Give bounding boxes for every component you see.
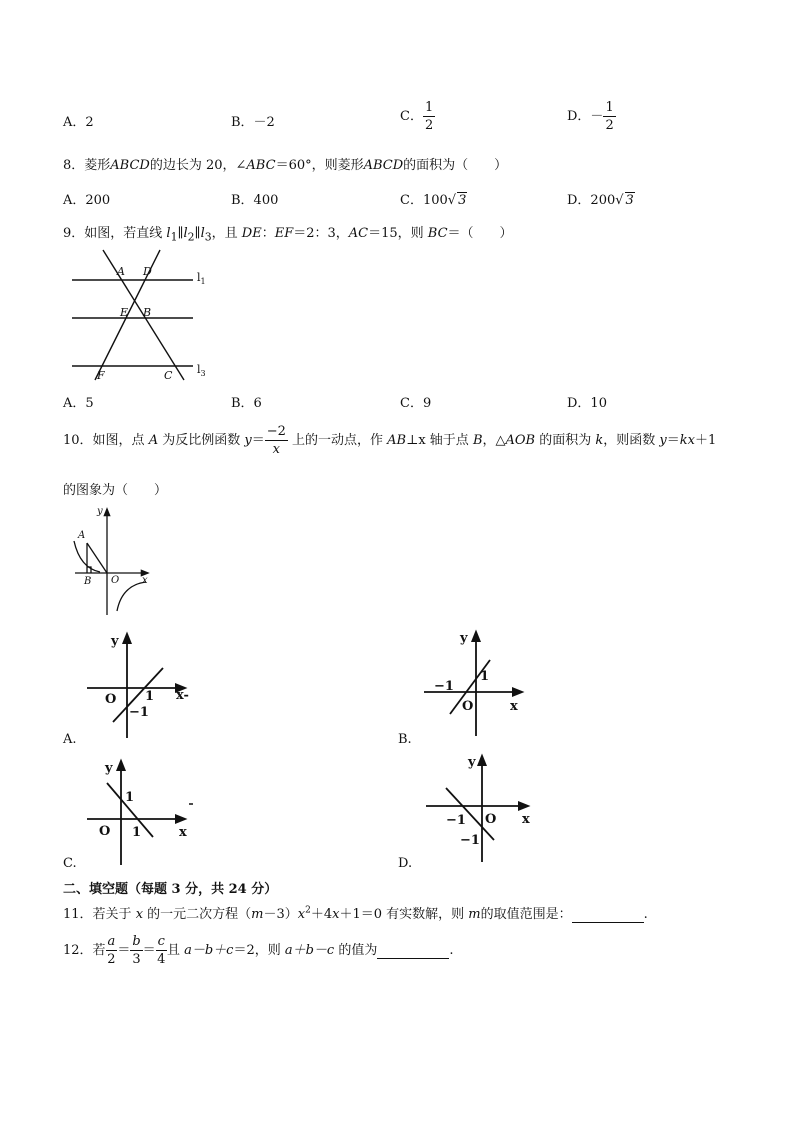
opt-c-o-label: O <box>99 824 111 839</box>
opt-b-y-label: y <box>460 631 468 646</box>
opt-c-one-y-label: 1 <box>125 790 135 805</box>
opt-d-neg1-label: −1 <box>446 813 466 828</box>
opt-a-o-label: O <box>105 692 117 707</box>
q10-stem-line1: 10．如图，点 A 为反比例函数 y＝ $\frac{-2}{x}$ 上的一动点，作 AB⊥x 轴于点 B，△AOB 的面积为 k，则函数 y＝kx＋1 <box>63 424 717 457</box>
point-e-label: E <box>120 306 129 319</box>
q10-stem-line2: 的图象为（ ） <box>63 483 168 498</box>
q8-option-a: A．200 <box>63 193 111 208</box>
q8-stem: 8．菱形ABCD的边长为 20，∠ABC＝60°，则菱形ABCD的面积为（ ） <box>63 158 508 173</box>
opt-d-o-label: O <box>485 812 497 827</box>
section2-title: 二、填空题（每题 3 分，共 24 分） <box>63 882 278 897</box>
q9-option-b: B．6 <box>231 396 262 411</box>
point-c-label: C <box>164 369 173 382</box>
q9-stem: 9．如图，若直线 $l_1\parallel l_2\parallel l_3$，且 DE：EF＝2：3，AC＝15，则 BC＝（ ） <box>63 226 513 244</box>
q9-option-a: A．5 <box>63 396 94 411</box>
q12-stem: 12．若 $\frac{a}{2}$ ＝ $\frac{b}{3}$ ＝ $\frac{c}{4}$ 且 a－b＋c＝2，则 a＋b－c 的值为 . <box>63 934 454 967</box>
opt-c-x-label: x <box>179 825 187 840</box>
opt-d-neg1y-label: −1 <box>460 833 480 848</box>
opt-d-y-label: y <box>468 755 476 770</box>
q9-option-d: D．10 <box>567 396 607 411</box>
point-d-label: D <box>143 265 152 278</box>
q8-option-c: C．100√ 3 <box>400 193 467 208</box>
l1-label: $l_1$ <box>197 271 206 286</box>
q10-option-b-label: B. <box>398 732 412 747</box>
q10-option-d-label: D. <box>398 856 413 871</box>
q10-option-a-label: A. <box>63 732 77 747</box>
q12-answer-blank[interactable] <box>377 943 449 959</box>
opt-a-one-label: 1 <box>145 689 155 704</box>
q9-parallel-lines-figure <box>60 245 220 385</box>
q10-option-a-graph <box>85 630 200 740</box>
point-f-label: F <box>97 369 105 382</box>
q10-option-d-graph <box>422 752 537 867</box>
opt-b-o-label: O <box>462 699 474 714</box>
q7-option-d: D．－ $\frac{1}{2}$ <box>567 100 614 133</box>
point-b-label: B <box>143 306 152 319</box>
opt-a-neg1-label: −1 <box>129 705 149 720</box>
fig-y-label: y <box>97 506 103 517</box>
point-a-label: A <box>117 265 125 278</box>
fig-x-label: x <box>142 575 148 586</box>
l3-label: $l_3$ <box>197 363 206 378</box>
opt-c-y-label: y <box>105 761 113 776</box>
q10-option-b-graph <box>422 628 532 738</box>
q7-option-b: B．－2 <box>231 115 275 130</box>
q9-option-c: C．9 <box>400 396 432 411</box>
q10-option-c-label: C. <box>63 856 77 871</box>
fig-o-label: O <box>111 575 120 586</box>
opt-c-one-x-label: 1 <box>132 825 142 840</box>
opt-d-x-label: x <box>522 812 530 827</box>
q7-option-a: A．2 <box>63 115 94 130</box>
q8-option-d: D．200√ 3 <box>567 193 634 208</box>
q11-stem: 11．若关于 x 的一元二次方程$(m-3)x^2+4x+1=0$ 有实数解，则 m的取值范围是： . <box>63 905 648 922</box>
q11-answer-blank[interactable] <box>572 907 644 923</box>
opt-a-x-label: x- <box>176 688 189 703</box>
q10-option-c-graph <box>85 757 200 867</box>
opt-b-x-label: x <box>510 699 518 714</box>
fig-a-label: A <box>78 530 86 541</box>
fig-b-label: B <box>84 576 92 587</box>
q10-hyperbola-figure <box>70 503 160 618</box>
opt-b-one-label: 1 <box>480 669 490 684</box>
q7-option-c: C． $\frac{1}{2}$ <box>400 100 434 133</box>
q8-option-b: B．400 <box>231 193 279 208</box>
opt-b-neg1-label: −1 <box>434 679 454 694</box>
opt-a-y-label: y <box>111 634 119 649</box>
